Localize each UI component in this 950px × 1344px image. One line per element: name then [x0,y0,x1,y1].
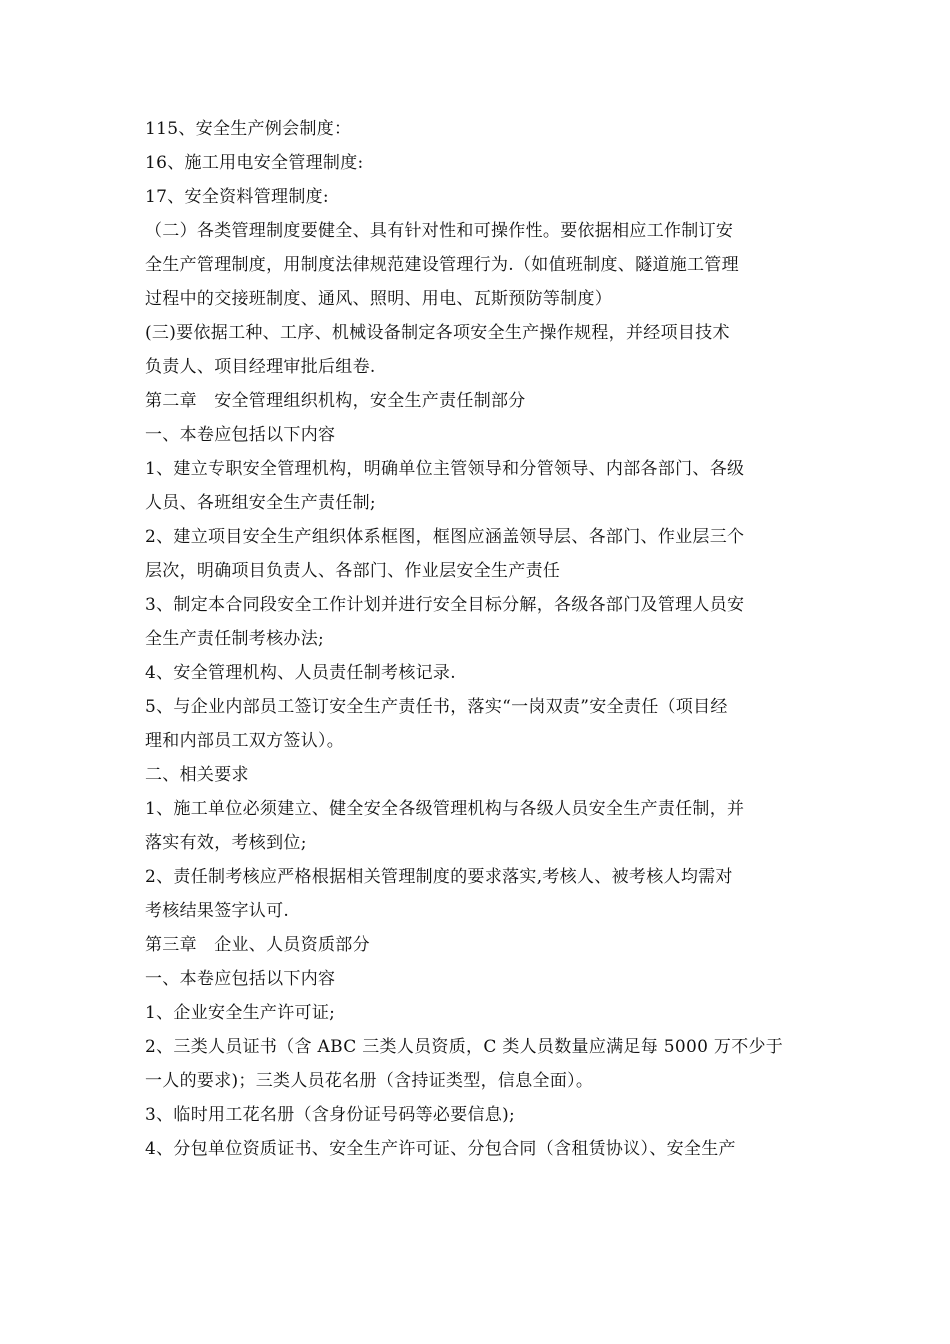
text-line: 4、安全管理机构、人员责任制考核记录. [145,663,456,683]
section-heading: 一、本卷应包括以下内容 [145,969,336,989]
text-line: 2、责任制考核应严格根据相关管理制度的要求落实,考核人、被考核人均需对 [145,867,733,887]
text-line: 4、分包单位资质证书、安全生产许可证、分包合同（含租赁协议）、安全生产 [145,1139,736,1159]
text-line: 2、建立项目安全生产组织体系框图，框图应涵盖领导层、各部门、作业层三个 [145,527,745,547]
text-line: 1、施工单位必须建立、健全安全各级管理机构与各级人员安全生产责任制，并 [145,799,745,819]
text-line: 落实有效，考核到位; [145,833,307,853]
text-line: 5、与企业内部员工签订安全生产责任书，落实“一岗双责”安全责任（项目经 [145,697,728,717]
section-heading: 二、相关要求 [145,765,249,785]
text-line: 1、企业安全生产许可证; [145,1003,336,1023]
text-line: 理和内部员工双方签认）。 [145,731,345,751]
document-page [145,119,815,1173]
text-line: 过程中的交接班制度、通风、照明、用电、瓦斯预防等制度） [145,289,613,309]
text-line: 考核结果签字认可. [145,901,290,921]
text-line: 全生产责任制考核办法; [145,629,325,649]
text-line: （二）各类管理制度要健全、具有针对性和可操作性。要依据相应工作制订安 [145,221,734,241]
text-line: 3、临时用工花名册（含身份证号码等必要信息); [145,1105,516,1125]
text-line: 层次，明确项目负责人、各部门、作业层安全生产责任 [145,561,561,581]
chapter-heading: 第二章 安全管理组织机构，安全生产责任制部分 [145,391,526,411]
text-line: 3、制定本合同段安全工作计划并进行安全目标分解，各级各部门及管理人员安 [145,595,745,615]
text-line: 16、施工用电安全管理制度: [145,153,364,173]
chapter-heading: 第三章 企业、人员资质部分 [145,935,370,955]
text-line: 1、建立专职安全管理机构，明确单位主管领导和分管领导、内部各部门、各级 [145,459,745,479]
text-line: 人员、各班组安全生产责任制; [145,493,376,513]
text-line: 负责人、项目经理审批后组卷. [145,357,376,377]
text-line: 一人的要求)；三类人员花名册（含持证类型，信息全面）。 [145,1071,594,1091]
text-line: 115、安全生产例会制度： [145,119,352,139]
text-line: (三)要依据工种、工序、机械设备制定各项安全生产操作规程，并经项目技术 [145,323,730,343]
text-line: 2、三类人员证书（含 ABC 三类人员资质，C 类人员数量应满足每 5000 万不少于 [145,1037,784,1057]
text-line: 17、安全资料管理制度: [145,187,329,207]
text-line: 全生产管理制度，用制度法律规范建设管理行为.（如值班制度、隧道施工管理 [145,255,739,275]
section-heading: 一、本卷应包括以下内容 [145,425,336,445]
